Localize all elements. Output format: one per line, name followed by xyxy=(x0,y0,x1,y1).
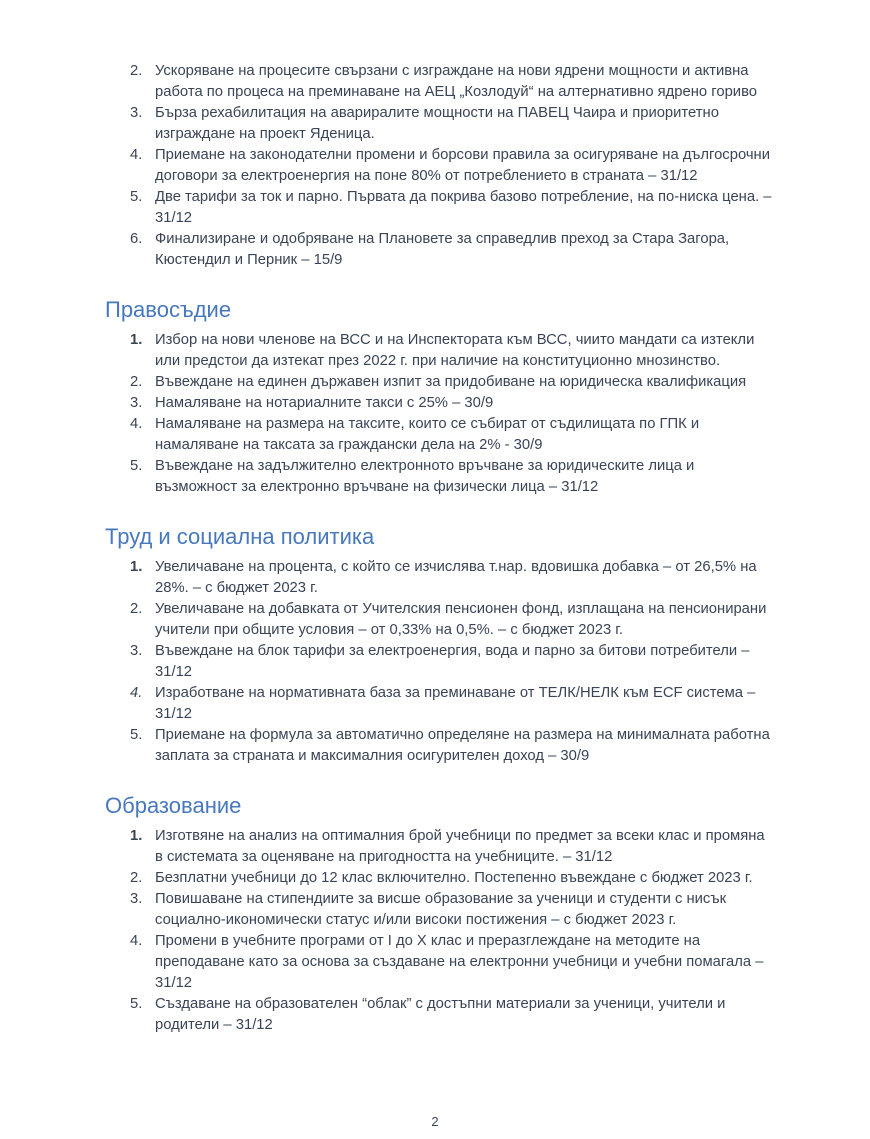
section xyxy=(105,523,773,767)
list-item-text: Финализиране и одобряване на Плановете за справедлив преход за Стара Загора, Кюстендил и Перник – 15/9 xyxy=(155,231,730,268)
list-item xyxy=(130,330,773,372)
list-item xyxy=(130,725,773,767)
list-item-number: 3. xyxy=(130,891,143,907)
list-item xyxy=(130,372,773,393)
list-item xyxy=(130,145,773,187)
list-item-text: Ускоряване на процесите свързани с изграждане на нови ядрени мощности и активна работа по процеса на преминаване на АЕЦ „Козлодуй“ на алтернативно ядрено гориво xyxy=(155,63,757,100)
list-item xyxy=(130,641,773,683)
section-heading: Труд и социална политика xyxy=(105,524,375,549)
list-item xyxy=(130,931,773,994)
list-item-text: Намаляване на нотариалните такси с 25% – 30/9 xyxy=(155,395,494,411)
list-item-number: 2. xyxy=(130,601,143,617)
document-content xyxy=(105,61,773,1036)
list-item-number: 5. xyxy=(130,189,143,205)
list-item-number: 2. xyxy=(130,870,143,886)
section xyxy=(105,792,773,1036)
list-item-text: Приемане на законодателни промени и борсови правила за осигуряване на дългосрочни договори за електроенергия на поне 80% от потреблението в страната – 31/12 xyxy=(155,147,770,184)
list-item xyxy=(130,683,773,725)
list-item xyxy=(130,103,773,145)
list-item-number: 1. xyxy=(130,332,143,348)
section xyxy=(105,61,773,271)
list-item-number: 1. xyxy=(130,559,143,575)
list-item-text: Изготвяне на анализ на оптималния брой учебници по предмет за всеки клас и промяна в системата за оценяване на пригодността на учебниците. – 31/12 xyxy=(155,828,765,865)
section xyxy=(105,296,773,498)
list-item-text: Увеличаване на процента, с който се изчислява т.нар. вдовишка добавка – от 26,5% на 28%. – с бюджет 2023 г. xyxy=(155,559,757,596)
list-item-text: Повишаване на стипендиите за висше образование за ученици и студенти с нисък социално-икономически статус и/или високи постижения – с бюджет 2023 г. xyxy=(155,891,727,928)
list-item xyxy=(130,889,773,931)
list-item-text: Въвеждане на задължително електронното връчване за юридическите лица и възможност за електронно връчване на физически лица – 31/12 xyxy=(155,458,695,495)
page-number: 2 xyxy=(431,1114,439,1129)
list-item-number: 4. xyxy=(130,416,143,432)
list-item xyxy=(130,456,773,498)
list-item xyxy=(130,61,773,103)
list-item-text: Две тарифи за ток и парно. Първата да покрива базово потребление, на по-ниска цена. – 31/12 xyxy=(155,189,772,226)
list-item-number: 1. xyxy=(130,828,143,844)
list-item-text: Въвеждане на единен държавен изпит за придобиване на юридическа квалификация xyxy=(155,374,747,390)
list-item xyxy=(130,599,773,641)
list-item-text: Намаляване на размера на таксите, които се събират от съдилищата по ГПК и намаляване на таксата за граждански дела на 2% - 30/9 xyxy=(155,416,700,453)
list-item-number: 3. xyxy=(130,643,143,659)
list-item-number: 4. xyxy=(130,147,143,163)
list-item xyxy=(130,994,773,1036)
numbered-list xyxy=(105,61,773,271)
list-item xyxy=(130,826,773,868)
list-item-text: Бърза рехабилитация на авариралите мощности на ПАВЕЦ Чаира и приоритетно изграждане на проект Яденица. xyxy=(155,105,719,142)
page-footer xyxy=(0,1114,870,1130)
list-item-number: 5. xyxy=(130,458,143,474)
numbered-list xyxy=(105,826,773,1036)
numbered-list xyxy=(105,557,773,767)
list-item xyxy=(130,393,773,414)
list-item-number: 6. xyxy=(130,231,143,247)
list-item-number: 2. xyxy=(130,63,143,79)
list-item-number: 5. xyxy=(130,996,143,1012)
section-heading: Образование xyxy=(105,793,242,818)
list-item-text: Въвеждане на блок тарифи за електроенергия, вода и парно за битови потребители – 31/12 xyxy=(155,643,750,680)
list-item xyxy=(130,229,773,271)
list-item-number: 5. xyxy=(130,727,143,743)
list-item-number: 3. xyxy=(130,395,143,411)
list-item xyxy=(130,187,773,229)
numbered-list xyxy=(105,330,773,498)
list-item xyxy=(130,868,773,889)
list-item-text: Увеличаване на добавката от Учителския пенсионен фонд, изплащана на пенсионирани учители при общите условия – от 0,33% на 0,5%. – с бюджет 2023 г. xyxy=(155,601,767,638)
list-item-number: 2. xyxy=(130,374,143,390)
list-item-text: Безплатни учебници до 12 клас включително. Постепенно въвеждане с бюджет 2023 г. xyxy=(155,870,753,886)
list-item-text: Създаване на образователен “облак” с достъпни материали за ученици, учители и родители – 31/12 xyxy=(155,996,726,1033)
list-item-number: 4. xyxy=(130,933,143,949)
list-item-text: Промени в учебните програми от I до X клас и преразглеждане на методите на преподаване като за основа за създаване на електронни учебници и учебни помагала – 31/12 xyxy=(155,933,764,991)
section-heading: Правосъдие xyxy=(105,297,232,322)
list-item-number: 3. xyxy=(130,105,143,121)
list-item xyxy=(130,414,773,456)
list-item xyxy=(130,557,773,599)
list-item-text: Приемане на формула за автоматично определяне на размера на минималната работна заплата за страната и максималния осигурителен доход – 30/9 xyxy=(155,727,770,764)
list-item-text: Изработване на нормативната база за преминаване от ТЕЛК/НЕЛК към ECF система – 31/12 xyxy=(155,685,756,722)
list-item-number: 4. xyxy=(130,685,143,701)
list-item-text: Избор на нови членове на ВСС и на Инспектората към ВСС, чиито мандати са изтекли или предстои да изтекат през 2022 г. при наличие на конституционно мнозинство. xyxy=(155,332,755,369)
